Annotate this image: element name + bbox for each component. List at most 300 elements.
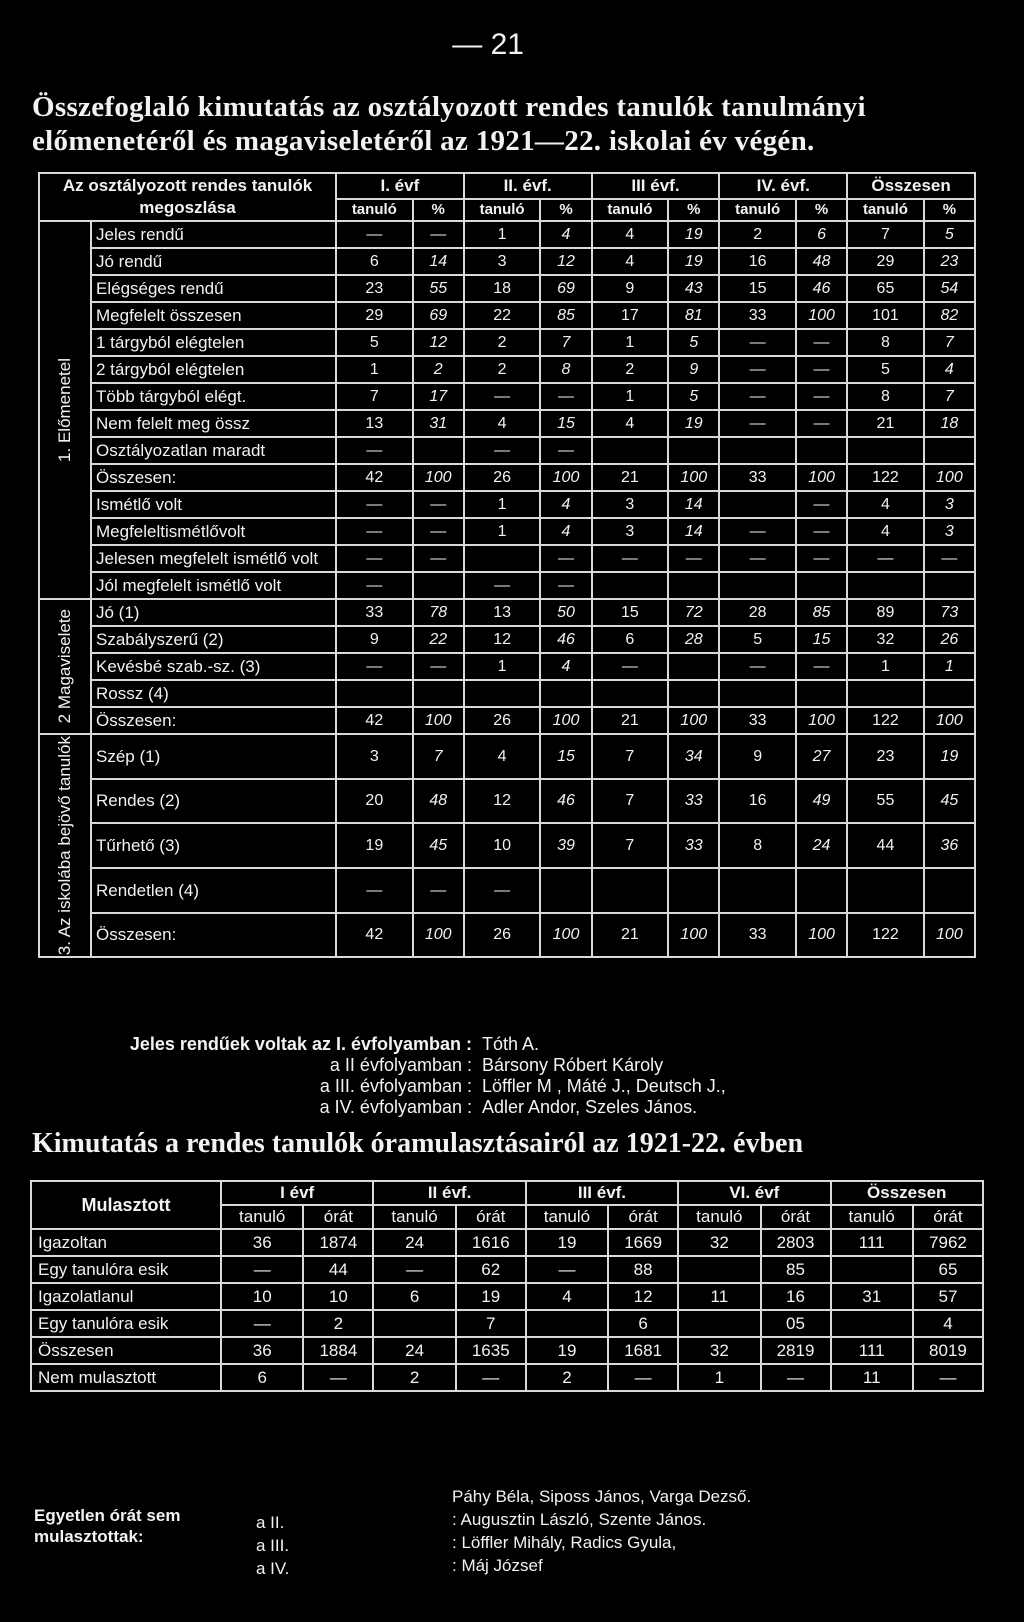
cell-value: 73: [924, 599, 975, 626]
cell-value: 21: [592, 464, 669, 491]
cell-value: 8: [847, 383, 924, 410]
cell-value: —: [456, 1364, 526, 1391]
cell-value: 100: [796, 913, 847, 958]
cell-value: —: [668, 545, 719, 572]
cell-value: 20: [336, 779, 413, 824]
cell-value: [464, 680, 541, 707]
table-row: [39, 221, 975, 248]
cell-value: 3: [592, 518, 669, 545]
footer-year: a II.: [256, 1513, 285, 1532]
cell-value: 36: [924, 823, 975, 868]
cell-value: 42: [336, 464, 413, 491]
cell-value: 5: [336, 329, 413, 356]
cell-value: 85: [796, 599, 847, 626]
cell-value: 4: [526, 1283, 608, 1310]
footer-name-line: : Augusztin László, Szente János.: [452, 1510, 707, 1529]
cell-value: 31: [413, 410, 464, 437]
section-side-label: [39, 221, 91, 599]
cell-value: —: [719, 356, 796, 383]
cell-value: 57: [913, 1283, 983, 1310]
cell-value: 7: [336, 383, 413, 410]
cell-value: 3: [924, 518, 975, 545]
cell-value: 42: [336, 913, 413, 958]
cell-value: 46: [540, 626, 591, 653]
cell-value: 42: [336, 707, 413, 734]
cell-value: 2803: [761, 1229, 831, 1256]
row-label: Rendetlen (4): [91, 868, 336, 913]
cell-value: 122: [847, 913, 924, 958]
cell-value: 26: [464, 913, 541, 958]
cell-value: 15: [540, 734, 591, 779]
cell-value: 3: [464, 248, 541, 275]
cell-value: 1874: [303, 1229, 373, 1256]
cell-value: 27: [796, 734, 847, 779]
cell-value: —: [796, 329, 847, 356]
cell-value: —: [336, 868, 413, 913]
note-row: [32, 1097, 982, 1118]
cell-value: 16: [719, 779, 796, 824]
cell-value: 10: [464, 823, 541, 868]
cell-value: 14: [668, 518, 719, 545]
cell-value: 4: [592, 248, 669, 275]
cell-value: 48: [413, 779, 464, 824]
cell-value: 33: [668, 823, 719, 868]
sub-header: tanuló: [592, 199, 669, 221]
footer-years: [256, 1511, 289, 1580]
cell-value: —: [540, 437, 591, 464]
cell-value: —: [336, 221, 413, 248]
cell-value: —: [719, 653, 796, 680]
cell-value: —: [464, 868, 541, 913]
cell-value: 16: [761, 1283, 831, 1310]
cell-value: —: [336, 653, 413, 680]
sub-header: %: [668, 199, 719, 221]
cell-value: 6: [592, 626, 669, 653]
cell-value: 78: [413, 599, 464, 626]
cell-value: [373, 1310, 455, 1337]
section-side-label: [39, 734, 91, 957]
sub-header: tanuló: [526, 1205, 608, 1229]
cell-value: 82: [924, 302, 975, 329]
cell-value: 65: [847, 275, 924, 302]
cell-value: 7: [924, 383, 975, 410]
cell-value: 4: [924, 356, 975, 383]
cell-value: [796, 572, 847, 599]
cell-value: [719, 680, 796, 707]
cell-value: 122: [847, 707, 924, 734]
cell-value: [924, 437, 975, 464]
cell-value: 1: [464, 491, 541, 518]
cell-value: 100: [668, 707, 719, 734]
cell-value: 2: [464, 329, 541, 356]
cell-value: [678, 1310, 760, 1337]
table-row: [39, 734, 975, 779]
cell-value: —: [719, 545, 796, 572]
cell-value: 36: [221, 1229, 303, 1256]
side-label-text: 2 Magaviselete: [55, 609, 74, 724]
row-label: Ismétlő volt: [91, 491, 336, 518]
row-label: Megfelelt összesen: [91, 302, 336, 329]
cell-value: 24: [373, 1229, 455, 1256]
cell-value: 23: [336, 275, 413, 302]
cell-value: [796, 868, 847, 913]
row-label: Tűrhető (3): [91, 823, 336, 868]
table-row: [39, 518, 975, 545]
cell-value: 88: [608, 1256, 678, 1283]
cell-value: 32: [847, 626, 924, 653]
cell-value: [831, 1310, 913, 1337]
cell-value: [719, 491, 796, 518]
cell-value: 14: [668, 491, 719, 518]
cell-value: 11: [678, 1283, 760, 1310]
sub-header: tanuló: [847, 199, 924, 221]
year-header: VI. évf: [678, 1181, 830, 1205]
cell-value: 7: [924, 329, 975, 356]
cell-value: 33: [719, 302, 796, 329]
cell-value: —: [336, 437, 413, 464]
cell-value: 13: [336, 410, 413, 437]
table-row: [31, 1364, 983, 1391]
cell-value: 12: [413, 329, 464, 356]
row-label: Összesen:: [91, 464, 336, 491]
cell-value: 05: [761, 1310, 831, 1337]
cell-value: 4: [913, 1310, 983, 1337]
footer-name-line: Páhy Béla, Siposs János, Varga Dezső.: [452, 1487, 752, 1506]
cell-value: 89: [847, 599, 924, 626]
cell-value: 1: [592, 329, 669, 356]
row-label: Szabályszerű (2): [91, 626, 336, 653]
cell-value: 45: [413, 823, 464, 868]
year-header: Összesen: [831, 1181, 984, 1205]
cell-value: 7: [592, 734, 669, 779]
table-row: [39, 491, 975, 518]
table-row: [39, 680, 975, 707]
cell-value: 15: [796, 626, 847, 653]
cell-value: 7: [592, 823, 669, 868]
cell-value: 24: [796, 823, 847, 868]
cell-value: 100: [796, 302, 847, 329]
cell-value: 7: [540, 329, 591, 356]
row-label: Igazolatlanul: [31, 1283, 221, 1310]
cell-value: 26: [464, 707, 541, 734]
cell-value: —: [796, 383, 847, 410]
cell-value: 17: [413, 383, 464, 410]
cell-value: —: [796, 545, 847, 572]
cell-value: 2: [464, 356, 541, 383]
cell-value: [540, 680, 591, 707]
cell-value: —: [464, 437, 541, 464]
note-row: [32, 1076, 982, 1097]
row-label: Összesen:: [91, 913, 336, 958]
footer-names: [452, 1485, 751, 1577]
note-value: Adler Andor, Szeles János.: [482, 1097, 698, 1117]
sub-header: %: [924, 199, 975, 221]
cell-value: 33: [719, 464, 796, 491]
sub-header: %: [796, 199, 847, 221]
cell-value: 23: [847, 734, 924, 779]
cell-value: 2: [373, 1364, 455, 1391]
cell-value: 1: [464, 653, 541, 680]
note-value: Löffler M , Máté J., Deutsch J.,: [482, 1076, 726, 1096]
cell-value: 7: [847, 221, 924, 248]
row-label: Elégséges rendű: [91, 275, 336, 302]
sub-header: %: [413, 199, 464, 221]
cell-value: 5: [719, 626, 796, 653]
cell-value: 48: [796, 248, 847, 275]
row-label: 1 tárgyból elégtelen: [91, 329, 336, 356]
cell-value: —: [796, 491, 847, 518]
cell-value: [847, 680, 924, 707]
cell-value: 100: [413, 464, 464, 491]
table-row: [39, 653, 975, 680]
table-row: [39, 823, 975, 868]
cell-value: 4: [464, 410, 541, 437]
total-row: [39, 707, 975, 734]
cell-value: 33: [336, 599, 413, 626]
cell-value: 1: [464, 518, 541, 545]
cell-value: 1669: [608, 1229, 678, 1256]
sub-header: tanuló: [221, 1205, 303, 1229]
cell-value: 100: [540, 707, 591, 734]
cell-value: —: [221, 1310, 303, 1337]
cell-value: 19: [668, 248, 719, 275]
cell-value: 36: [221, 1337, 303, 1364]
summary-table: [38, 172, 976, 958]
cell-value: 26: [924, 626, 975, 653]
cell-value: 3: [924, 491, 975, 518]
cell-value: 46: [796, 275, 847, 302]
sub-header: órát: [608, 1205, 678, 1229]
cell-value: 7: [592, 779, 669, 824]
cell-value: 2: [303, 1310, 373, 1337]
cell-value: [719, 868, 796, 913]
row-label: Nem mulasztott: [31, 1364, 221, 1391]
cell-value: 5: [847, 356, 924, 383]
cell-value: 19: [668, 221, 719, 248]
cell-value: —: [719, 518, 796, 545]
cell-value: 22: [464, 302, 541, 329]
sub-header: órát: [303, 1205, 373, 1229]
cell-value: 18: [464, 275, 541, 302]
note-value: Tóth A.: [482, 1034, 540, 1054]
row-label: Szép (1): [91, 734, 336, 779]
cell-value: 50: [540, 599, 591, 626]
cell-value: —: [413, 653, 464, 680]
note-label: a IV. évfolyamban :: [319, 1097, 472, 1117]
cell-value: 100: [924, 913, 975, 958]
table-row: [39, 868, 975, 913]
sub-header: %: [540, 199, 591, 221]
cell-value: 8: [540, 356, 591, 383]
cell-value: 4: [540, 653, 591, 680]
cell-value: —: [336, 491, 413, 518]
cell-value: [796, 437, 847, 464]
cell-value: 46: [540, 779, 591, 824]
cell-value: —: [336, 518, 413, 545]
cell-value: [526, 1310, 608, 1337]
year-header: I évf: [221, 1181, 373, 1205]
cell-value: 31: [831, 1283, 913, 1310]
cell-value: 122: [847, 464, 924, 491]
cell-value: 72: [668, 599, 719, 626]
cell-value: —: [413, 221, 464, 248]
cell-value: 23: [924, 248, 975, 275]
table-row: [39, 410, 975, 437]
cell-value: 21: [592, 913, 669, 958]
table-row: [39, 545, 975, 572]
table-row: [31, 1283, 983, 1310]
cell-value: —: [719, 410, 796, 437]
cell-value: 1: [336, 356, 413, 383]
cell-value: 33: [719, 913, 796, 958]
row-label: Megfeleltismétlővolt: [91, 518, 336, 545]
side-label-text: 1. Előmenetel: [55, 358, 74, 462]
cell-value: [464, 545, 541, 572]
cell-value: —: [719, 383, 796, 410]
sub-header: órát: [913, 1205, 983, 1229]
row-label: Jeles rendű: [91, 221, 336, 248]
cell-value: 100: [413, 707, 464, 734]
cell-value: 100: [796, 464, 847, 491]
cell-value: [668, 680, 719, 707]
table-row: [39, 356, 975, 383]
cell-value: 4: [847, 491, 924, 518]
sub-header: tanuló: [678, 1205, 760, 1229]
cell-value: 19: [456, 1283, 526, 1310]
cell-value: 15: [719, 275, 796, 302]
footer-name-line: : Löffler Mihály, Radics Gyula,: [452, 1533, 677, 1552]
cell-value: [668, 868, 719, 913]
cell-value: 4: [847, 518, 924, 545]
cell-value: 1: [678, 1364, 760, 1391]
note-label: a III. évfolyamban :: [319, 1076, 472, 1096]
cell-value: 24: [373, 1337, 455, 1364]
table-row: [39, 248, 975, 275]
cell-value: 29: [847, 248, 924, 275]
cell-value: —: [847, 545, 924, 572]
table-row: [31, 1337, 983, 1364]
cell-value: [668, 437, 719, 464]
cell-value: —: [592, 545, 669, 572]
cell-value: —: [761, 1364, 831, 1391]
page-number: — 21: [452, 28, 524, 61]
cell-value: 2: [526, 1364, 608, 1391]
year-header: I. évf: [336, 173, 464, 199]
row-label: Egy tanulóra esik: [31, 1310, 221, 1337]
side-label-text: 3. Az iskolába bejövő tanulók: [55, 736, 74, 956]
sub-header: tanuló: [719, 199, 796, 221]
row-label: Nem felelt meg össz: [91, 410, 336, 437]
cell-value: 10: [221, 1283, 303, 1310]
footer-year: a III.: [256, 1536, 290, 1555]
cell-value: 26: [464, 464, 541, 491]
cell-value: 4: [540, 518, 591, 545]
cell-value: 2: [719, 221, 796, 248]
row-label: Jó (1): [91, 599, 336, 626]
cell-value: 101: [847, 302, 924, 329]
row-label: Jól megfelelt ismétlő volt: [91, 572, 336, 599]
cell-value: 21: [592, 707, 669, 734]
row-label: Kevésbé szab.-sz. (3): [91, 653, 336, 680]
cell-value: 100: [924, 707, 975, 734]
table-row: [39, 599, 975, 626]
cell-value: [831, 1256, 913, 1283]
cell-value: 5: [668, 329, 719, 356]
cell-value: [668, 572, 719, 599]
cell-value: 12: [464, 779, 541, 824]
cell-value: [678, 1256, 760, 1283]
cell-value: [847, 437, 924, 464]
cell-value: 6: [373, 1283, 455, 1310]
cell-value: 1: [924, 653, 975, 680]
note-label: a II évfolyamban :: [329, 1055, 472, 1075]
note-label: Jeles rendűek voltak az I. évfolyamban :: [129, 1034, 472, 1054]
cell-value: —: [608, 1364, 678, 1391]
cell-value: —: [413, 545, 464, 572]
table-row: [39, 437, 975, 464]
cell-value: 12: [464, 626, 541, 653]
sub-header: tanuló: [373, 1205, 455, 1229]
cell-value: 100: [668, 464, 719, 491]
cell-value: 3: [592, 491, 669, 518]
note-row: [32, 1034, 982, 1055]
cell-value: 4: [464, 734, 541, 779]
cell-value: 100: [796, 707, 847, 734]
cell-value: 16: [719, 248, 796, 275]
sub-header: tanuló: [336, 199, 413, 221]
cell-value: 9: [336, 626, 413, 653]
table-row: [39, 383, 975, 410]
cell-value: 4: [592, 410, 669, 437]
cell-value: 1: [592, 383, 669, 410]
row-label: Rendes (2): [91, 779, 336, 824]
cell-value: [336, 680, 413, 707]
cell-value: 65: [913, 1256, 983, 1283]
cell-value: 1: [847, 653, 924, 680]
cell-value: 13: [464, 599, 541, 626]
absence-title: Kimutatás a rendes tanulók óramulasztásairól az 1921-22. évben: [32, 1128, 804, 1159]
cell-value: [592, 572, 669, 599]
cell-value: 4: [592, 221, 669, 248]
cell-value: 55: [413, 275, 464, 302]
cell-value: [592, 680, 669, 707]
row-label: Egy tanulóra esik: [31, 1256, 221, 1283]
cell-value: 29: [336, 302, 413, 329]
table-row: [39, 779, 975, 824]
cell-value: —: [796, 356, 847, 383]
year-header: IV. évf.: [719, 173, 847, 199]
row-label: Összesen:: [91, 707, 336, 734]
cell-value: 1884: [303, 1337, 373, 1364]
cell-value: 2: [413, 356, 464, 383]
absence-table: [30, 1180, 984, 1392]
cell-value: 8: [719, 823, 796, 868]
cell-value: 2: [592, 356, 669, 383]
cell-value: 21: [847, 410, 924, 437]
cell-value: [592, 437, 669, 464]
cell-value: 2819: [761, 1337, 831, 1364]
summary-title: Összefoglaló kimutatás az osztályozott rendes tanulók tanulmányi előmenetéről és magaviseletéről az 1921—22. iskolai év végén.: [32, 91, 866, 157]
total-row: [39, 913, 975, 958]
cell-value: 5: [668, 383, 719, 410]
cell-value: 33: [668, 779, 719, 824]
row-label: Összesen: [31, 1337, 221, 1364]
cell-value: 9: [719, 734, 796, 779]
sub-header: órát: [761, 1205, 831, 1229]
year-header: III évf.: [526, 1181, 678, 1205]
cell-value: [719, 437, 796, 464]
cell-value: 62: [456, 1256, 526, 1283]
